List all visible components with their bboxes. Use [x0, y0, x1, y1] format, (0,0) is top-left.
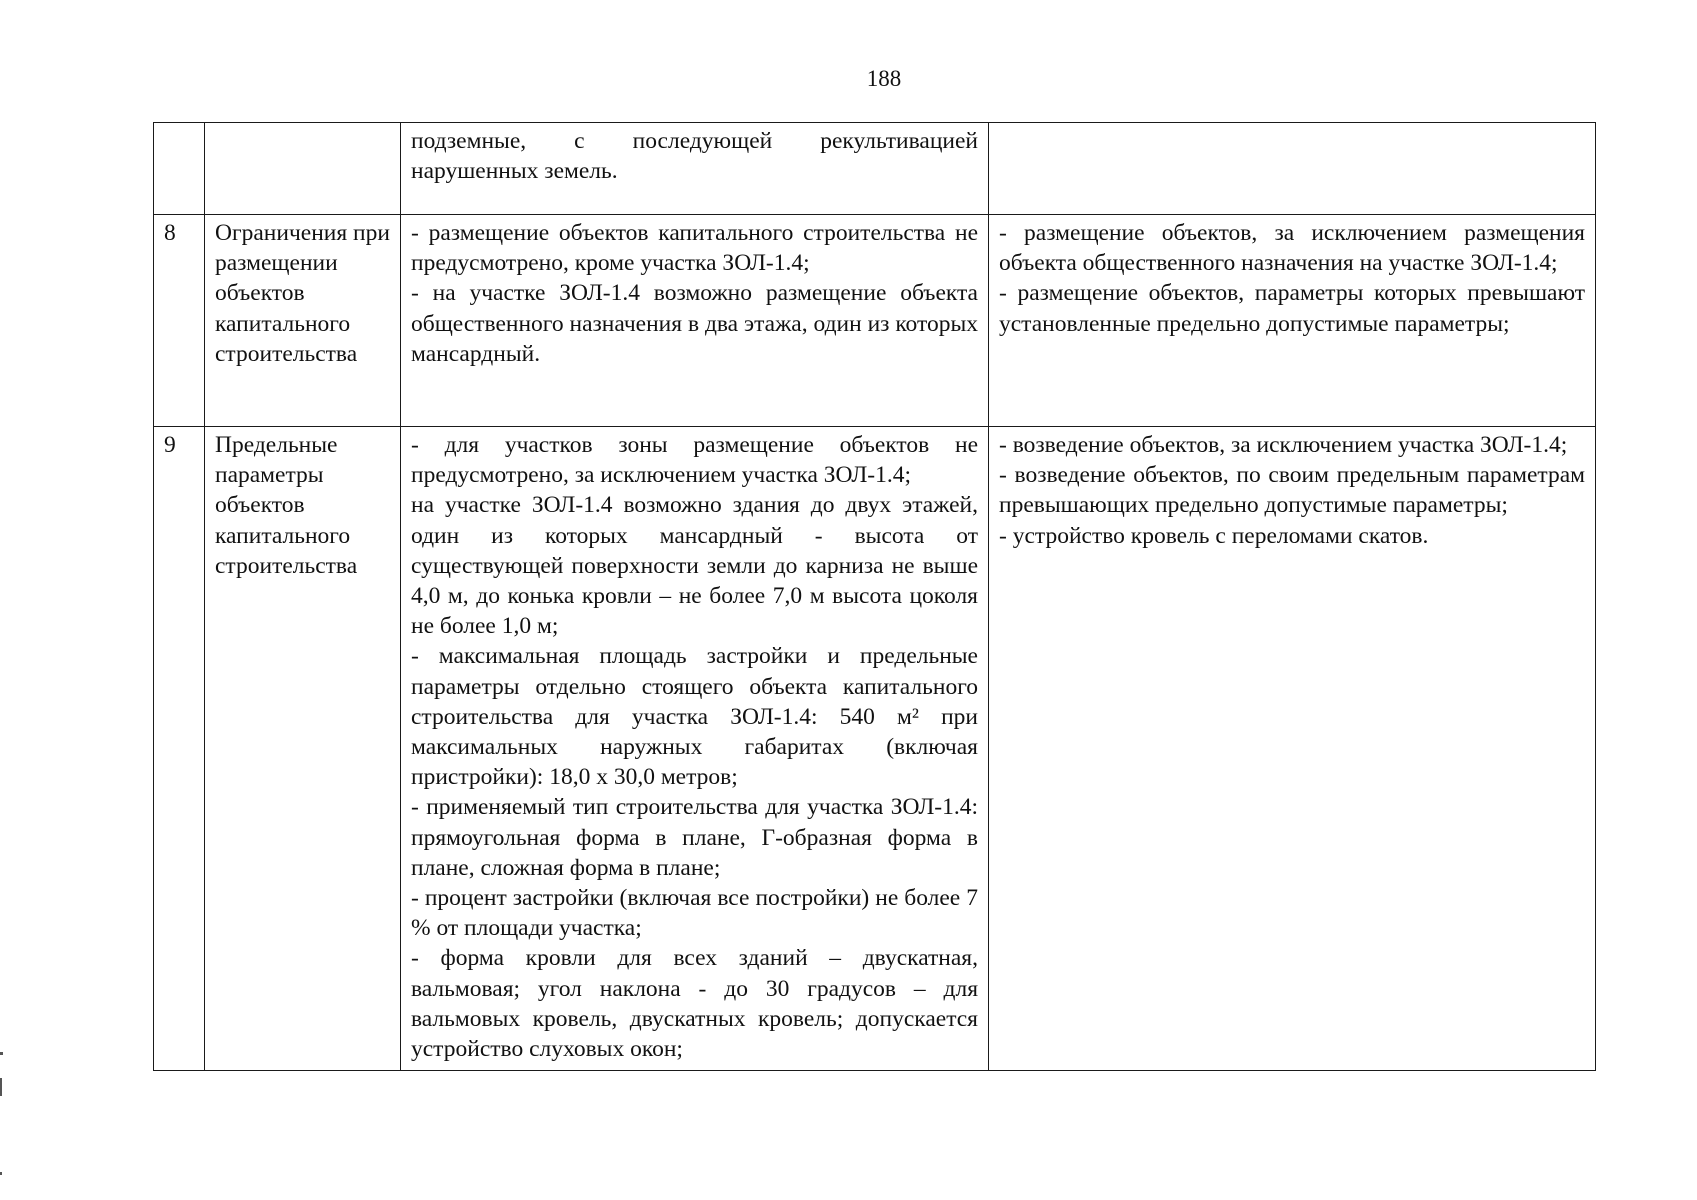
forbidden-cell [989, 123, 1596, 215]
allowed-item: на участке ЗОЛ-1.4 возможно здания до двух этажей, один из которых мансардный - высота от существующей поверхности земли до карниза не выше 4,0 м, до конька кровли – не более 7,0 м высота цоколя не более 1,0 м; [411, 492, 978, 640]
row-number-cell: 9 [154, 427, 205, 1071]
allowed-item: - форма кровли для всех зданий – двускатная, вальмовая; угол наклона - до 30 градусов – для вальмовых кровель, двускатных кровель; допускается устройство слуховых окон; [411, 945, 978, 1063]
allowed-item: - максимальная площадь застройки и предельные параметры отдельно стоящего объекта капитального строительства для участка ЗОЛ-1.4: 540 м² при максимальных наружных габаритах (включая пристройки): 18,0 х 30,0 метров; [411, 643, 978, 791]
allowed-cell [401, 215, 989, 427]
row-name-cell [205, 123, 401, 215]
forbidden-item: - размещение объектов, за исключением размещения объекта общественного назначения на участке ЗОЛ-1.4; [999, 220, 1585, 277]
allowed-item: подземные, с последующей рекультивацией нарушенных земель. [411, 128, 978, 185]
forbidden-item: - размещение объектов, параметры которых превышают установленные предельно допустимые параметры; [999, 280, 1585, 337]
table-row [154, 215, 1596, 427]
scan-edge-mark [0, 1078, 2, 1096]
allowed-item: - размещение объектов капитального строительства не предусмотрено, кроме участка ЗОЛ-1.4; [411, 220, 978, 277]
table-row [154, 123, 1596, 215]
allowed-item: - для участков зоны размещение объектов не предусмотрено, за исключением участка ЗОЛ-1.4; [411, 432, 978, 489]
table-row [154, 427, 1596, 1071]
allowed-item: - применяемый тип строительства для участка ЗОЛ-1.4: прямоугольная форма в плане, Г-образная форма в плане, сложная форма в плане; [411, 794, 978, 881]
allowed-cell [401, 123, 989, 215]
forbidden-cell [989, 427, 1596, 1071]
row-name-cell: Предельные параметры объектов капитального строительства [205, 427, 401, 1071]
forbidden-item: - возведение объектов, по своим предельным параметрам превышающих предельно допустимые параметры; [999, 462, 1585, 519]
allowed-item: - процент застройки (включая все постройки) не более 7 % от площади участка; [411, 885, 978, 942]
page-number: 188 [866, 66, 902, 91]
forbidden-item: - возведение объектов, за исключением участка ЗОЛ-1.4; [999, 432, 1568, 458]
forbidden-item: - устройство кровель с переломами скатов. [999, 522, 1429, 549]
forbidden-cell [989, 215, 1596, 427]
row-name-cell: Ограничения при размещении объектов капитального строительства [205, 215, 401, 427]
allowed-item: - на участке ЗОЛ-1.4 возможно размещение объекта общественного назначения в два этажа, один из которых мансардный. [411, 280, 978, 367]
row-number-cell: 8 [154, 215, 205, 427]
scan-edge-mark [0, 1172, 2, 1175]
regulations-table [153, 122, 1596, 1071]
scan-edge-mark [0, 1052, 3, 1055]
row-number-cell [154, 123, 205, 215]
allowed-cell [401, 427, 989, 1071]
